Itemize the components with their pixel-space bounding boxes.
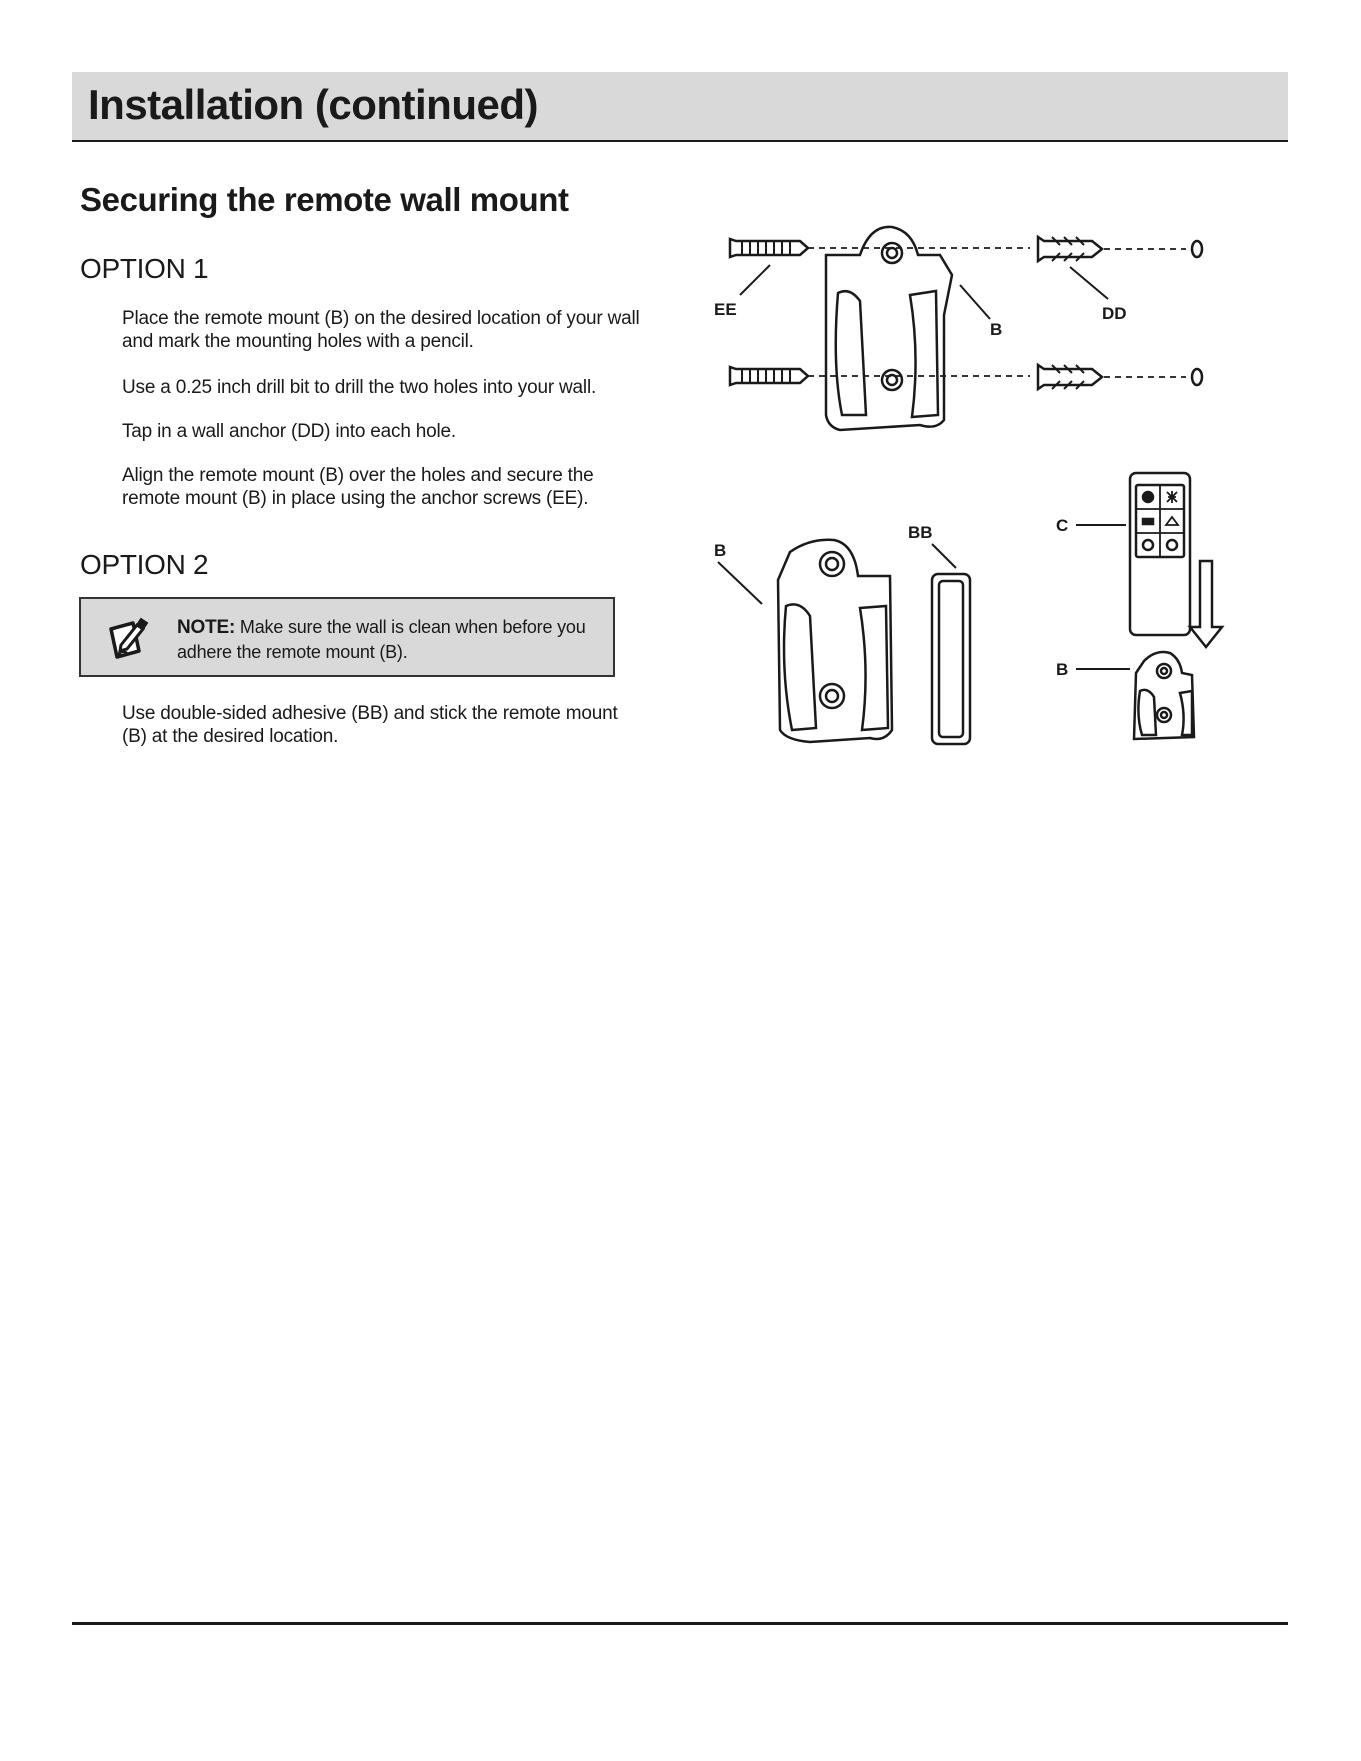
note-box [79,597,615,677]
option-2-step: Use double-sided adhesive (BB) and stick the remote mount (B) at the desired location. [122,703,618,747]
footer-rule [72,1622,1288,1625]
arrow-down-icon [1190,561,1222,647]
option-2-heading: OPTION 2 [80,549,209,580]
option-1-step-2: Use a 0.25 inch drill bit to drill the two holes into your wall. [122,377,597,398]
page-title: Installation (continued) [88,81,538,128]
figure-adhesive-mounting [700,510,1000,750]
header-bar [72,72,1288,142]
figure-remote-insertion [1050,465,1230,750]
figure-1-label-dd: DD [1102,304,1127,323]
option-1-step-3: Tap in a wall anchor (DD) into each hole. [122,421,456,442]
option-1-step-4: Align the remote mount (B) over the holes and secure the remote mount (B) in place using the anchor screws (EE). [122,465,594,509]
note-body: Make sure the wall is clean when before you adhere the remote mount (B). [177,617,586,662]
note-text [177,615,597,664]
figure-3-label-b: B [1056,660,1069,679]
figure-3-label-c: C [1056,516,1069,535]
figure-1-label-ee: EE [714,300,737,319]
note-label: NOTE: [177,617,236,638]
anchor-bottom [1038,365,1102,389]
figure-2-label-b: B [714,541,727,560]
figure-2-label-bb: BB [908,523,933,542]
option-1-step-1: Place the remote mount (B) on the desired location of your wall and mark the mounting holes with a pencil. [122,308,640,352]
figure-1-label-b: B [990,320,1003,339]
note-pencil-icon [103,613,153,663]
anchor-top [1038,237,1102,261]
option-1-heading: OPTION 1 [80,253,209,284]
figure-screw-mounting [700,215,1220,440]
adhesive-strip [932,574,970,744]
section-title: Securing the remote wall mount [80,181,569,218]
